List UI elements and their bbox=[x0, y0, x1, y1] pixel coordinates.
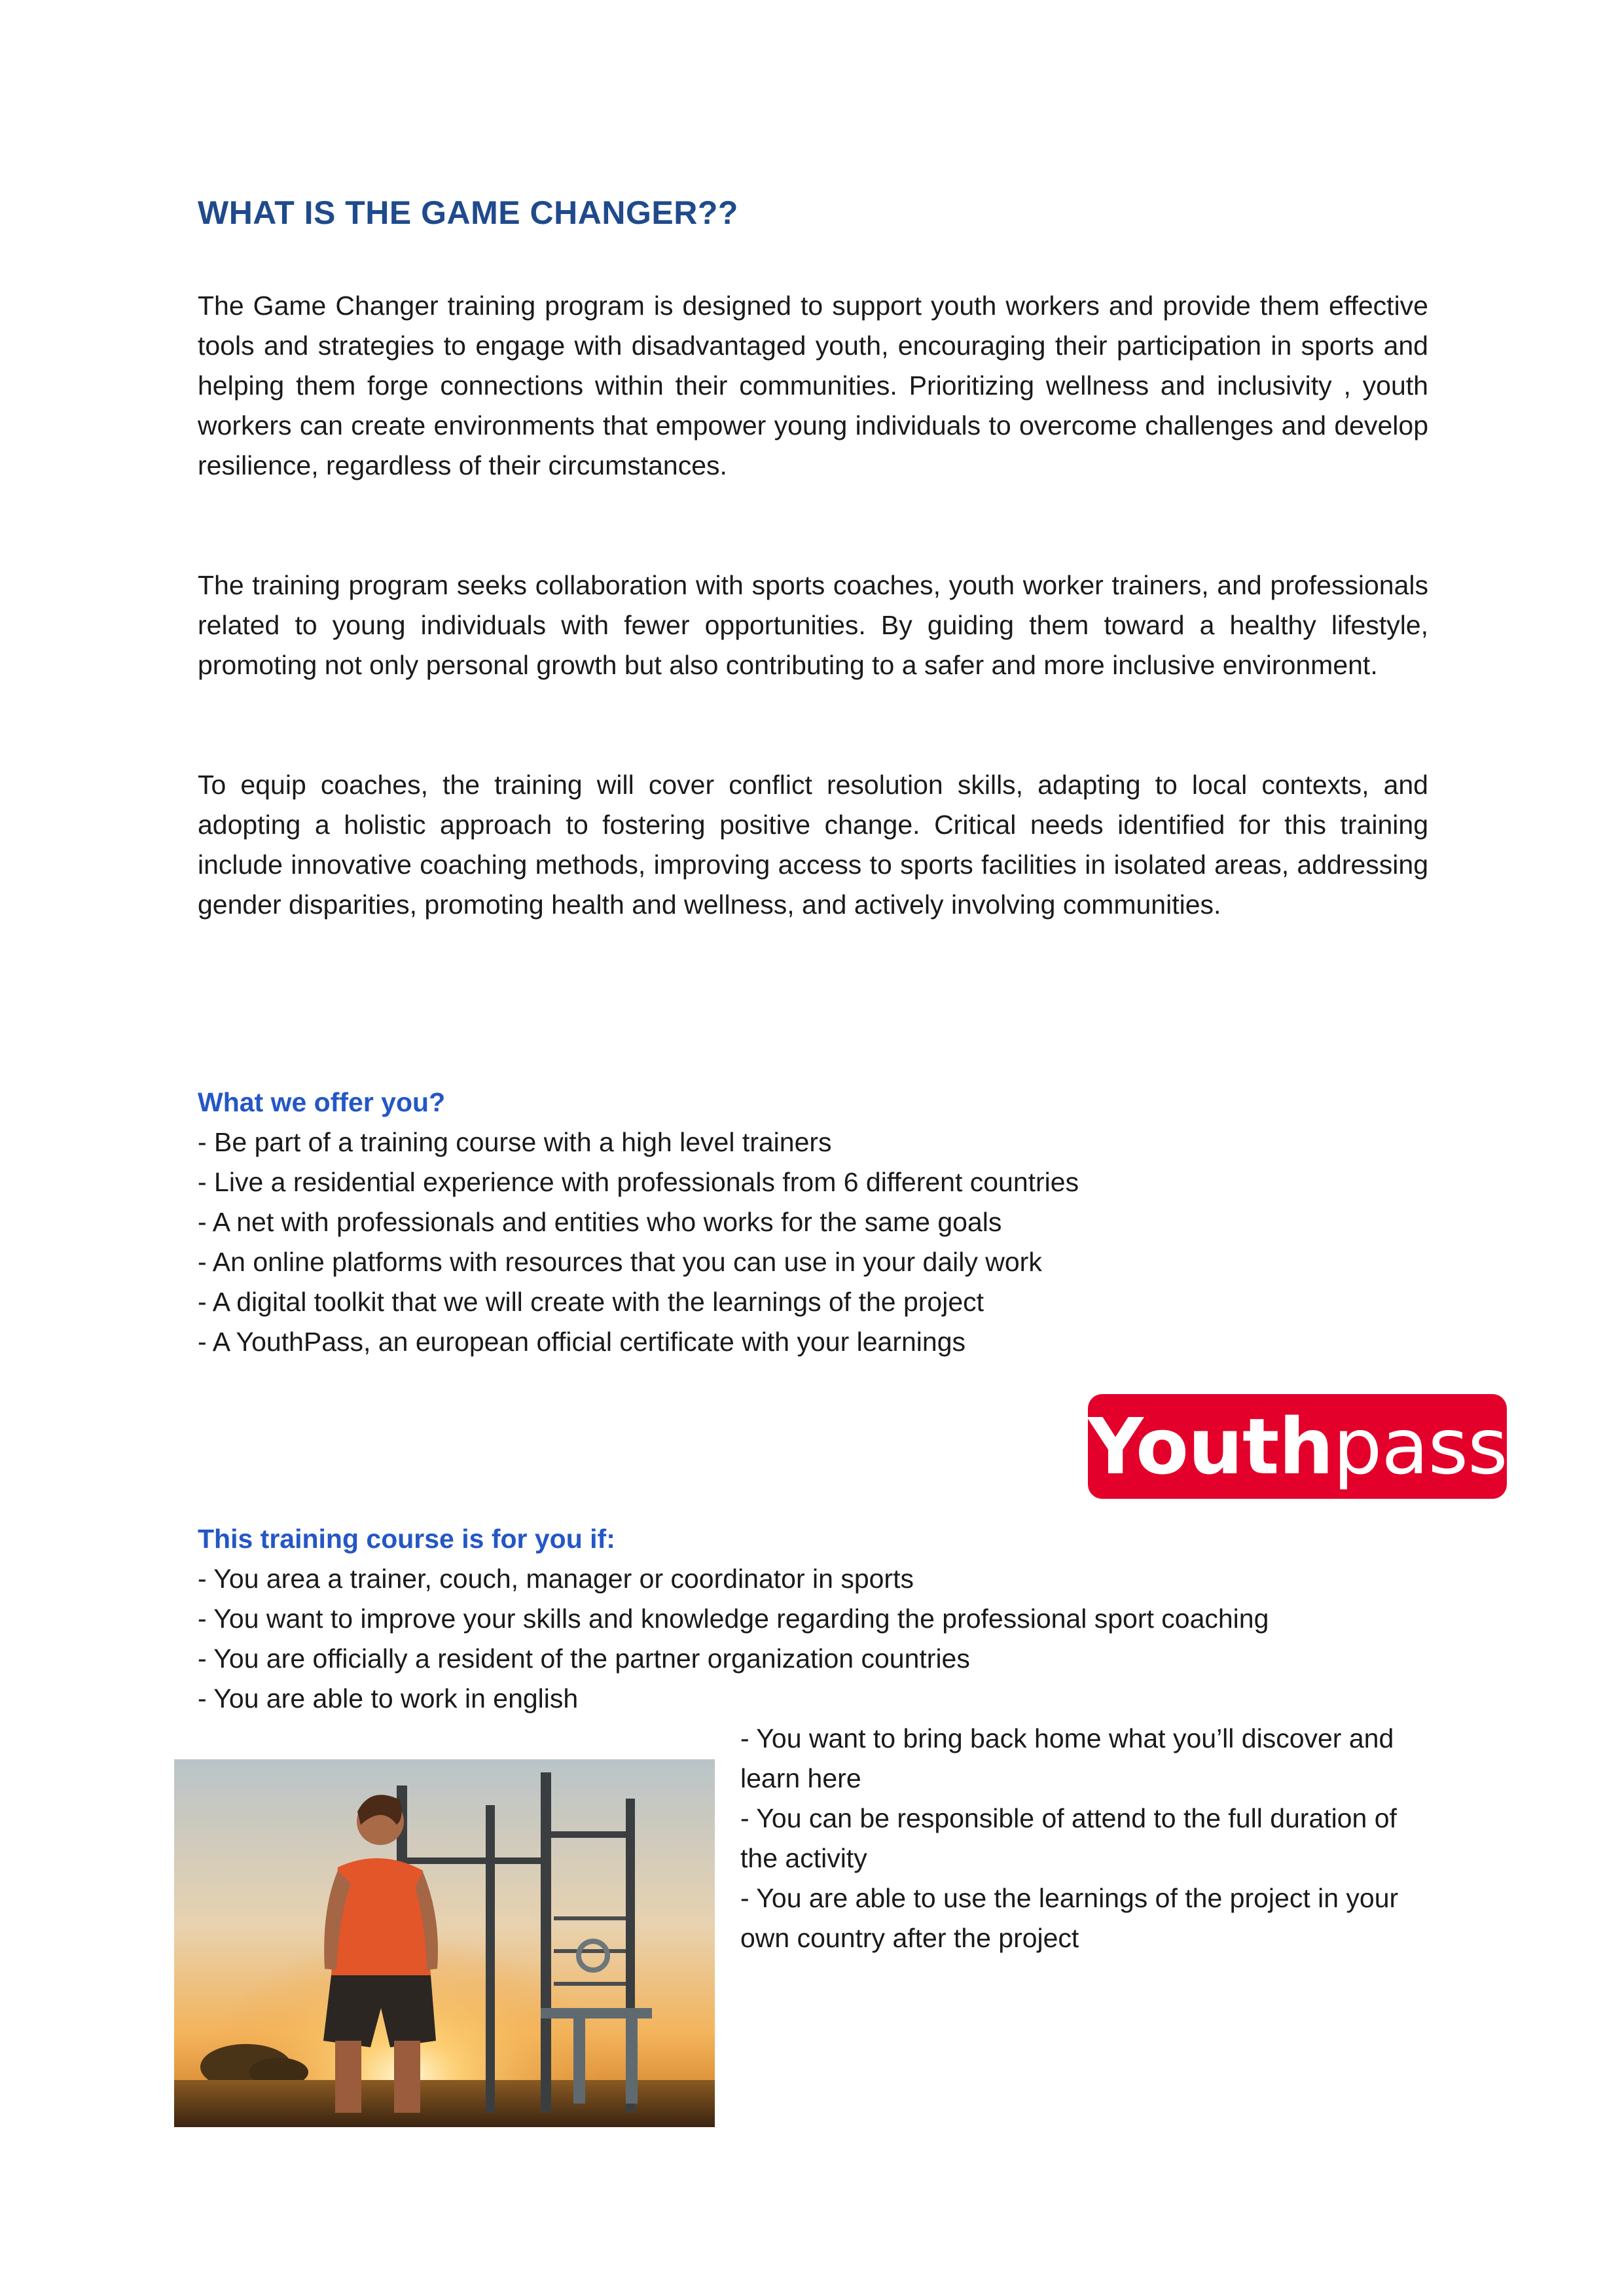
offer-item: - A net with professionals and entities who works for the same goals bbox=[198, 1207, 1002, 1237]
audience-item: - You area a trainer, couch, manager or coordinator in sports bbox=[198, 1564, 914, 1594]
offer-list bbox=[198, 1122, 1079, 1362]
youthpass-logo-bold-text: Youth bbox=[1087, 1401, 1333, 1492]
offer-item: - An online platforms with resources that you can use in your daily work bbox=[198, 1247, 1042, 1277]
offer-item: - A digital toolkit that we will create with the learnings of the project bbox=[198, 1287, 984, 1317]
offer-heading: What we offer you? bbox=[198, 1087, 446, 1117]
youthpass-logo bbox=[1088, 1394, 1507, 1499]
audience-item: - You can be responsible of attend to the full duration of the activity bbox=[740, 1803, 1397, 1873]
audience-list-continued bbox=[740, 1719, 1428, 1958]
audience-item: - You want to improve your skills and knowledge regarding the professional sport coaching bbox=[198, 1604, 1269, 1634]
intro-paragraph-1: The Game Changer training program is designed to support youth workers and provide them effective tools and strategies to engage with disadvantaged youth, encouraging their participation in sports and helping them forge connections within their communities. Prioritizing wellness and inclusivity , youth workers can create environments that empower young individuals to overcome challenges and develop resilience, regardless of their circumstances. bbox=[198, 291, 1428, 480]
audience-item: - You are able to use the learnings of the project in your own country after the project bbox=[740, 1883, 1399, 1953]
offer-item: - Live a residential experience with professionals from 6 different countries bbox=[198, 1167, 1079, 1197]
audience-heading: This training course is for you if: bbox=[198, 1524, 615, 1554]
athlete-sunset-photo bbox=[174, 1759, 715, 2127]
intro-paragraph-2: The training program seeks collaboration with sports coaches, youth worker trainers, and professionals related to young individuals with fewer opportunities. By guiding them toward a healthy lifestyle, promoting not only personal growth but also contributing to a safer and more inclusive environment. bbox=[198, 570, 1428, 680]
page-title: WHAT IS THE GAME CHANGER?? bbox=[198, 194, 738, 231]
offer-item: - A YouthPass, an european official certificate with your learnings bbox=[198, 1327, 966, 1357]
intro-paragraph-3: To equip coaches, the training will cover conflict resolution skills, adapting to local contexts, and adopting a holistic approach to fostering positive change. Critical needs identified for this training include innovative coaching methods, improving access to sports facilities in isolated areas, addressing gender disparities, promoting health and wellness, and actively involving communities. bbox=[198, 770, 1428, 920]
offer-item: - Be part of a training course with a high level trainers bbox=[198, 1127, 832, 1157]
audience-list bbox=[198, 1559, 1269, 1719]
audience-item: - You are officially a resident of the partner organization countries bbox=[198, 1643, 970, 1674]
audience-item: - You are able to work in english bbox=[198, 1683, 579, 1713]
youthpass-logo-light-text: pass bbox=[1333, 1401, 1507, 1492]
audience-item: - You want to bring back home what you’ll discover and learn here bbox=[740, 1723, 1394, 1793]
